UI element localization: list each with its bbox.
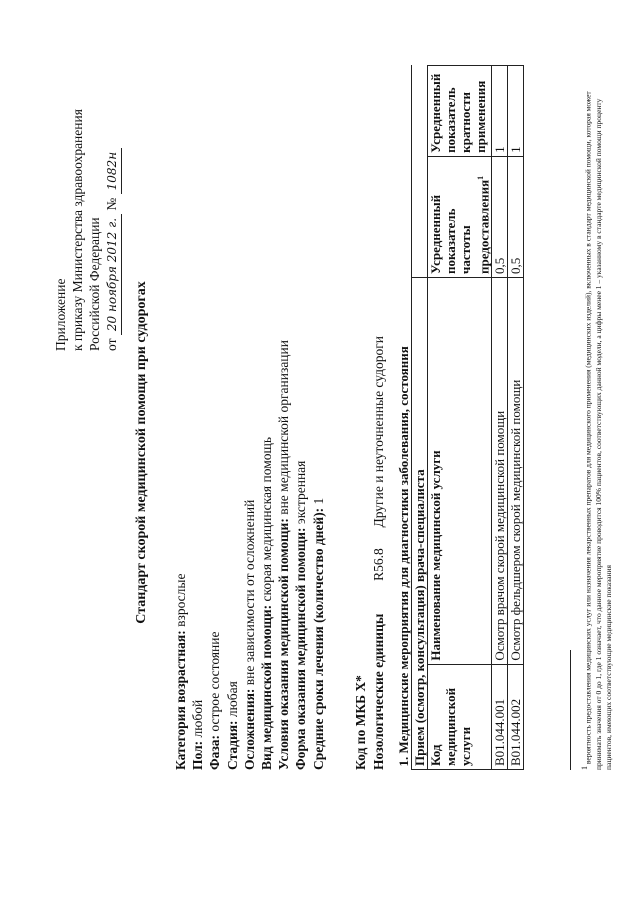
param-label: Форма оказания медицинской помощи: bbox=[293, 527, 309, 770]
param-value: вне зависимости от осложнений bbox=[241, 499, 257, 689]
param-value: любая bbox=[224, 681, 240, 721]
param-line bbox=[275, 340, 293, 770]
param-line bbox=[189, 700, 207, 770]
param-label: Фаза: bbox=[207, 734, 223, 770]
row-multiplicity: 1 bbox=[508, 66, 524, 157]
section-title: 1. Медицинские мероприятия для диагностики заболевания, состояния bbox=[396, 66, 412, 770]
param-line bbox=[206, 631, 224, 770]
approval-header bbox=[52, 109, 122, 351]
row-code: B01.044.001 bbox=[492, 664, 508, 769]
param-value: скорая медицинская помощь bbox=[259, 436, 274, 605]
param-value: острое состояние bbox=[207, 631, 223, 735]
row-name: Осмотр фельдшером скорой медицинской помощи bbox=[508, 278, 524, 665]
handwritten-date: 20 ноября 2012 г. bbox=[104, 214, 122, 335]
param-value: взрослые bbox=[173, 573, 188, 631]
param-label: Условия оказания медицинской помощи: bbox=[276, 518, 292, 770]
header-from-label: от bbox=[104, 338, 119, 351]
mkb-code-label: Код по МКБ X* bbox=[353, 675, 368, 770]
param-value: вне медицинской организации bbox=[276, 340, 292, 519]
param-line bbox=[258, 437, 276, 770]
footnote bbox=[580, 65, 614, 770]
param-label: Пол: bbox=[190, 740, 206, 770]
footnote-ref: 1 bbox=[476, 175, 485, 180]
table-row bbox=[492, 66, 508, 770]
col-header-name: Наименование медицинской услуги bbox=[428, 278, 492, 665]
param-label: Вид медицинской помощи: bbox=[259, 604, 274, 770]
param-line bbox=[224, 681, 242, 770]
section-title-row bbox=[396, 66, 412, 770]
col-header-frequency bbox=[428, 156, 492, 277]
footnote-text: вероятность предоставления медицинских услуг или назначения лекарственных препаратов для медицинского применения (медицинских изделий), включенных в стандарт медицинской помощи, которая может принимать значения от 0 до 1, где 1 означает, что данное мероприятие проводится 100% пациентов, соответствующих данной модели, а цифры менее 1 – указанному в стандарте медицинской помощи проценту пациентов, имеющих соответствующие медицинские показания bbox=[583, 91, 613, 770]
row-multiplicity: 1 bbox=[492, 66, 508, 157]
handwritten-order-number: 1082н bbox=[104, 148, 122, 194]
param-label: Категория возрастная: bbox=[173, 630, 188, 770]
param-label: Стадия: bbox=[224, 720, 240, 770]
param-value: любой bbox=[190, 699, 206, 741]
row-name: Осмотр врачом скорой медицинской помощи bbox=[492, 278, 508, 665]
row-code: B01.044.002 bbox=[508, 664, 524, 769]
nosology-line bbox=[370, 336, 388, 770]
footnote-divider bbox=[570, 650, 571, 770]
table-row bbox=[508, 66, 524, 770]
nosology-label: Нозологические единицы bbox=[371, 613, 386, 770]
col-header-frequency-text: Усредненный показатель частоты предоставления bbox=[428, 179, 492, 275]
row-frequency: 0,5 bbox=[492, 156, 508, 277]
param-line bbox=[172, 574, 190, 770]
header-number-label: № bbox=[104, 197, 119, 211]
header-line-appendix: Приложение bbox=[53, 278, 68, 351]
row-frequency: 0,5 bbox=[508, 156, 524, 277]
mkb-diagnosis-name: Другие и неуточненные судороги bbox=[371, 335, 386, 528]
section-subtitle-row bbox=[412, 66, 428, 770]
services-table bbox=[396, 65, 524, 770]
mkb-code-value: R56.8 bbox=[371, 548, 386, 581]
header-line-order: к приказу Министерства здравоохранения bbox=[70, 109, 85, 351]
param-value: экстренная bbox=[293, 460, 309, 528]
section-subtitle: Прием (осмотр, консультация) врача-специалиста bbox=[412, 278, 428, 770]
footnote-mark: 1 bbox=[580, 766, 589, 770]
document-title: Стандарт скорой медицинской помощи при судорогах bbox=[134, 281, 149, 624]
param-line bbox=[241, 500, 259, 770]
col-header-code: Код медицинской услуги bbox=[428, 664, 492, 769]
param-label: Средние сроки лечения (количество дней): bbox=[310, 507, 326, 770]
param-line bbox=[310, 498, 328, 770]
col-header-multiplicity: Усредненный показатель кратности применения bbox=[428, 66, 492, 157]
header-date-line bbox=[103, 109, 122, 351]
param-value: 1 bbox=[310, 497, 326, 508]
table-header-row bbox=[428, 66, 492, 770]
param-label: Осложнения: bbox=[241, 688, 257, 770]
param-line bbox=[292, 461, 310, 770]
header-line-federation: Российской Федерации bbox=[87, 217, 102, 351]
